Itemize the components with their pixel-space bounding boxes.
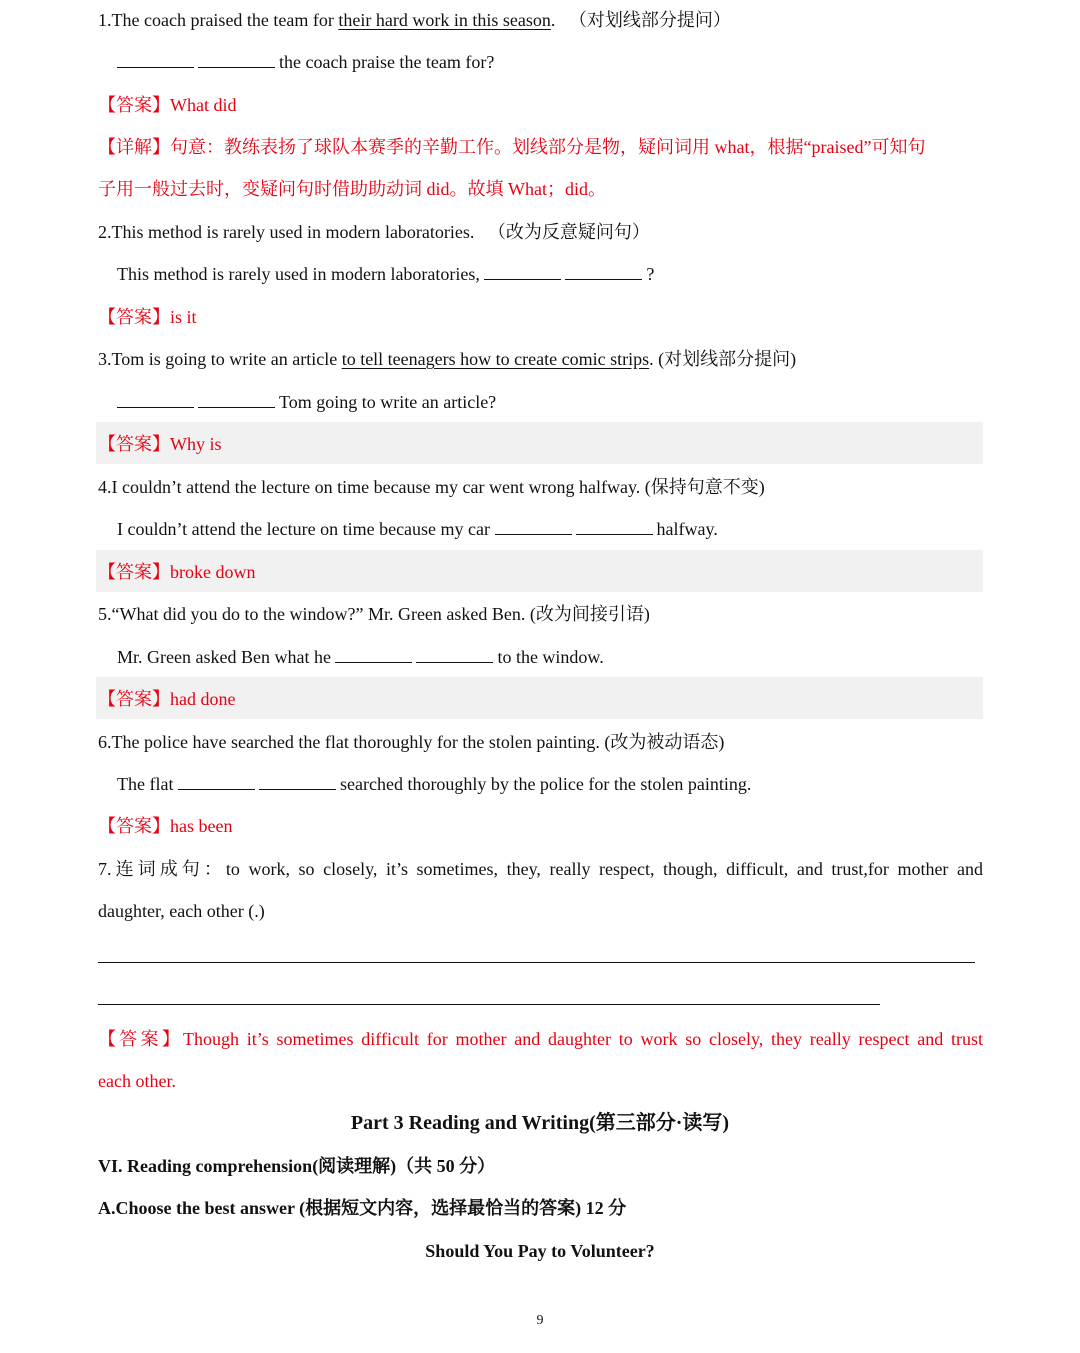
blank[interactable] xyxy=(484,263,561,280)
blank[interactable] xyxy=(259,773,336,790)
question-2: 2.This method is rarely used in modern laboratories. （改为反意疑问句） xyxy=(98,222,650,242)
blank[interactable] xyxy=(198,391,275,408)
fill-line-5: Mr. Green asked Ben what he to the window. xyxy=(117,647,604,667)
detail-1-line-2: 子用一般过去时，变疑问句时借助助动词 did。故填 What；did。 xyxy=(98,179,606,199)
answer-highlight xyxy=(96,422,983,464)
underlined-phrase: to tell teenagers how to create comic strips xyxy=(341,349,650,369)
subsection-heading: A.Choose the best answer (根据短文内容，选择最恰当的答案) 12 分 xyxy=(98,1198,627,1218)
blank[interactable] xyxy=(565,263,642,280)
answer-write-line[interactable] xyxy=(98,962,975,963)
section-heading: VI. Reading comprehension(阅读理解)（共 50 分） xyxy=(98,1156,496,1176)
answer-4: 【答案】broke down xyxy=(98,562,256,582)
answer-2: 【答案】is it xyxy=(98,307,197,327)
answer-3: 【答案】Why is xyxy=(98,434,222,454)
answer-5: 【答案】had done xyxy=(98,689,236,709)
detail-1-line-1: 【详解】句意：教练表扬了球队本赛季的辛勤工作。划线部分是物，疑问词用 what，根据“praised”可知句 xyxy=(98,137,926,157)
blank[interactable] xyxy=(335,646,412,663)
blank[interactable] xyxy=(178,773,255,790)
answer-write-line[interactable] xyxy=(98,1004,880,1005)
answer-7-line-1: 【答案】Though it’s sometimes difficult for mother and daughter to work so closely, they really respect and trust xyxy=(98,1029,983,1049)
blank[interactable] xyxy=(117,51,194,68)
question-5: 5.“What did you do to the window?” Mr. Green asked Ben. (改为间接引语) xyxy=(98,604,650,624)
instruction: （对划线部分提问） xyxy=(568,10,731,30)
fill-line-3: Tom going to write an article? xyxy=(117,389,496,415)
blank[interactable] xyxy=(198,51,275,68)
blank[interactable] xyxy=(576,518,653,535)
blank[interactable] xyxy=(495,518,572,535)
underlined-phrase: their hard work in this season xyxy=(338,10,551,30)
passage-title: Should You Pay to Volunteer? xyxy=(425,1241,655,1261)
question-6: 6.The police have searched the flat thoroughly for the stolen painting. (改为被动语态) xyxy=(98,732,725,752)
question-1: 1.The coach praised the team for their hard work in this season. （对划线部分提问） xyxy=(98,10,731,30)
answer-6: 【答案】has been xyxy=(98,816,233,836)
answer-1: 【答案】What did xyxy=(98,95,237,115)
blank[interactable] xyxy=(416,646,493,663)
question-7-line-1: 7.连词成句：to work, so closely, it’s sometimes, they, really respect, though, difficult, and trust,for mother and xyxy=(98,859,983,879)
blank[interactable] xyxy=(117,391,194,408)
answer-7-line-2: each other. xyxy=(98,1071,176,1091)
part-title: Part 3 Reading and Writing(第三部分·读写) xyxy=(350,1112,730,1134)
question-7-line-2: daughter, each other (.) xyxy=(98,901,265,921)
question-3: 3.Tom is going to write an article to tell teenagers how to create comic strips. (对划线部分提问) xyxy=(98,349,797,369)
fill-line-4: I couldn’t attend the lecture on time because my car halfway. xyxy=(117,519,718,539)
fill-line-1: the coach praise the team for? xyxy=(117,49,494,75)
question-4: 4.I couldn’t attend the lecture on time because my car went wrong halfway. (保持句意不变) xyxy=(98,477,765,497)
fill-line-2: This method is rarely used in modern laboratories, ? xyxy=(117,264,655,284)
fill-line-6: The flat searched thoroughly by the police for the stolen painting. xyxy=(117,774,752,794)
page-number: 9 xyxy=(536,1313,544,1328)
instruction: （改为反意疑问句） xyxy=(487,222,650,242)
